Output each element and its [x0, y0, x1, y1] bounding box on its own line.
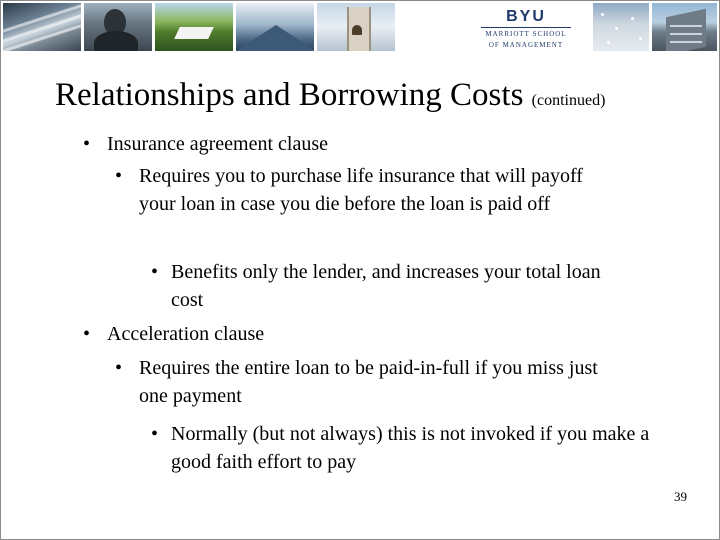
bullet-dot: •: [151, 261, 159, 283]
bullet-item: [115, 162, 615, 218]
banner-photo-y-mountain: [155, 3, 233, 51]
bullet-item: [83, 130, 643, 158]
bullet-text: Normally (but not always) this is not invoked if you make a good faith effort to pay: [171, 423, 650, 473]
bullet-item: [115, 354, 615, 410]
bullet-text: Requires you to purchase life insurance that will payoff your loan in case you die before the loan is paid off: [139, 165, 583, 215]
banner-photo-architecture: [3, 3, 81, 51]
bullet-dot: •: [115, 165, 123, 187]
byu-marriott-logo: [463, 3, 589, 51]
bullet-dot: •: [83, 323, 91, 345]
bullet-text: Requires the entire loan to be paid-in-full if you miss just one payment: [139, 357, 598, 407]
bullet-dot: •: [151, 423, 159, 445]
banner-photo-mountains: [236, 3, 314, 51]
slide-title-suffix: (continued): [531, 92, 606, 109]
bullet-item: [83, 320, 643, 348]
bullet-text: Insurance agreement clause: [107, 133, 328, 155]
bullet-text: Benefits only the lender, and increases your total loan cost: [171, 261, 601, 311]
banner-photo-statue: [84, 3, 152, 51]
logo-school-text: MARRIOTT SCHOOL: [485, 30, 567, 38]
slide-title-text: Relationships and Borrowing Costs: [55, 77, 524, 113]
page-number: 39: [674, 489, 687, 504]
bullet-dot: •: [115, 357, 123, 379]
bullet-item: [151, 420, 651, 476]
bullet-item: [151, 258, 611, 314]
slide-title: [55, 75, 605, 121]
logo-management-text: OF MANAGEMENT: [488, 41, 564, 49]
banner-photo-winter: [593, 3, 649, 51]
bullet-text: Acceleration clause: [107, 323, 265, 345]
bullet-dot: •: [83, 133, 91, 155]
banner-photo-bell-tower: [317, 3, 395, 51]
banner-photo-building: [652, 3, 717, 51]
logo-byu-text: BYU: [506, 8, 546, 25]
header-photo-banner: [1, 1, 719, 53]
